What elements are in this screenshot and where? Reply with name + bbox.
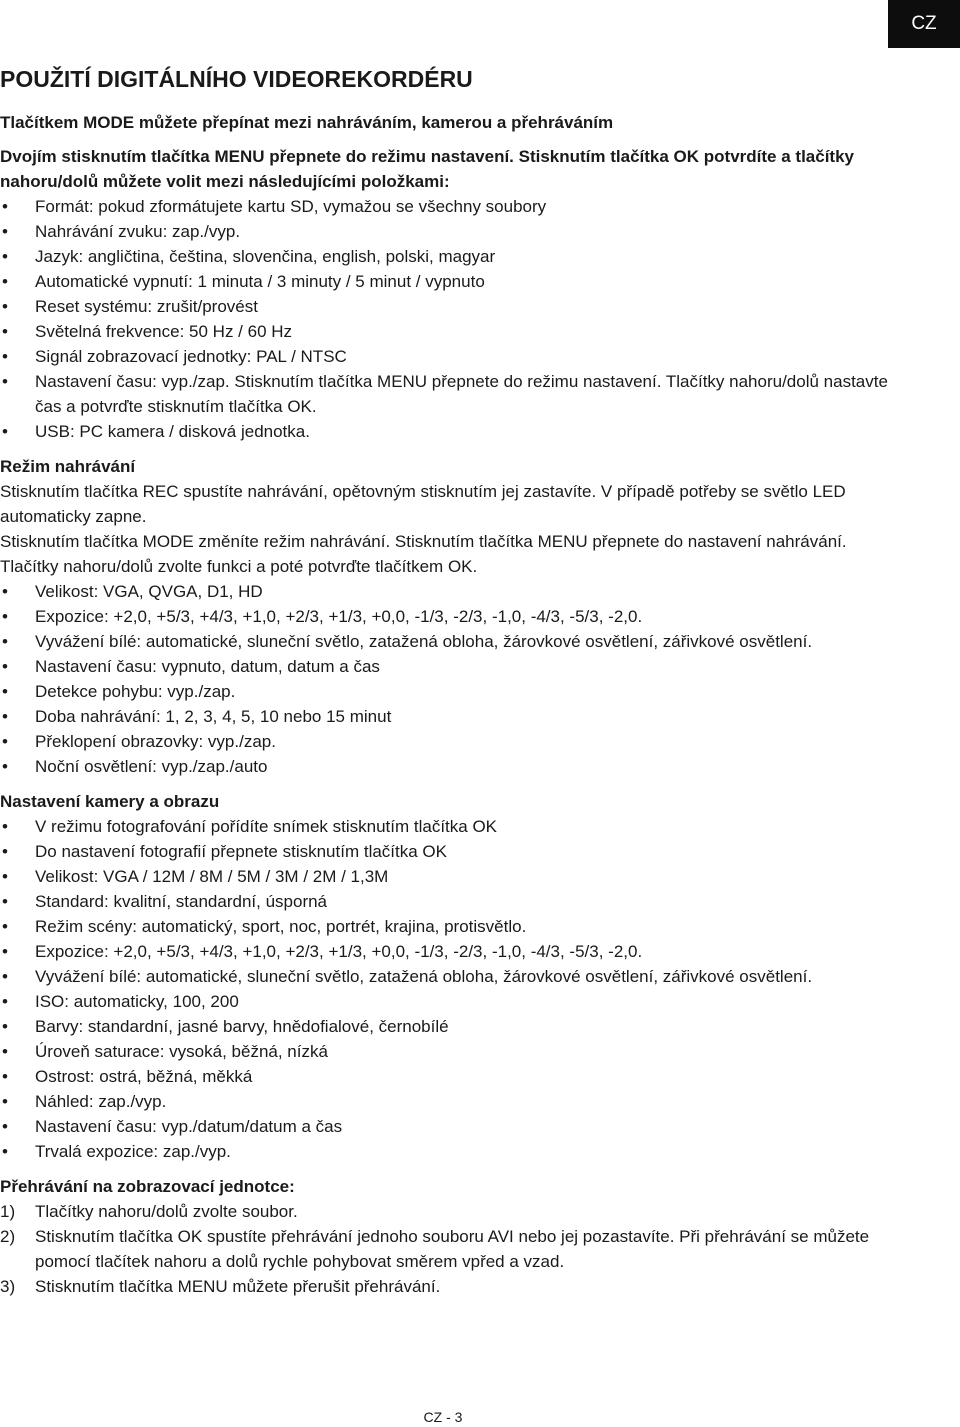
list-item: • Režim scény: automatický, sport, noc, portrét, krajina, protisvětlo. [0, 914, 900, 939]
list-item: • Do nastavení fotografií přepnete stisknutím tlačítka OK [0, 839, 900, 864]
list-item: • USB: PC kamera / disková jednotka. [0, 419, 900, 444]
list-item: • Překlopení obrazovky: vyp./zap. [0, 729, 900, 754]
step-text: Stisknutím tlačítka OK spustíte přehrávání jednoho souboru AVI nebo jej pozastavíte. Při přehrávání se můžete pomocí tlačítek nahoru a dolů rychle pohybovat směrem vpřed a vzad. [35, 1227, 870, 1271]
list-item: • Doba nahrávání: 1, 2, 3, 4, 5, 10 nebo 15 minut [0, 704, 900, 729]
document-body [0, 64, 900, 1299]
recording-paragraph: Stisknutím tlačítka REC spustíte nahrávání, opětovným stisknutím jej zastavíte. V případě potřeby se světlo LED automaticky zapne. [0, 482, 846, 526]
list-item: • Nastavení času: vyp./zap. Stisknutím tlačítka MENU přepnete do režimu nastavení. Tlačítky nahoru/dolů nastavte čas a potvrďte stisknutím tlačítka OK. [0, 369, 900, 419]
list-item: • Velikost: VGA / 12M / 8M / 5M / 3M / 2M / 1,3M [0, 864, 900, 889]
list-item: • Nastavení času: vyp./datum/datum a čas [0, 1114, 900, 1139]
list-item: • Nastavení času: vypnuto, datum, datum a čas [0, 654, 900, 679]
list-item: • V režimu fotografování pořídíte snímek stisknutím tlačítka OK [0, 814, 900, 839]
settings-list [0, 194, 900, 444]
list-item: • Expozice: +2,0, +5/3, +4/3, +1,0, +2/3, +1/3, +0,0, -1/3, -2/3, -1,0, -4/3, -5/3, -2,0. [0, 604, 900, 629]
list-item: • Úroveň saturace: vysoká, běžná, nízká [0, 1039, 900, 1064]
intro-menu: Dvojím stisknutím tlačítka MENU přepnete do režimu nastavení. Stisknutím tlačítka OK potvrdíte a tlačítky nahoru/dolů můžete volit mezi následujícími položkami: [0, 147, 854, 191]
playback-steps [0, 1199, 900, 1299]
list-item: • Reset systému: zrušit/provést [0, 294, 900, 319]
playback-step [0, 1224, 900, 1274]
playback-step [0, 1199, 900, 1224]
recording-list [0, 579, 900, 779]
list-item: • Vyvážení bílé: automatické, sluneční světlo, zatažená obloha, žárovkové osvětlení, zářivkové osvětlení. [0, 964, 900, 989]
step-number: 1) [0, 1202, 16, 1221]
list-item: • Náhled: zap./vyp. [0, 1089, 900, 1114]
camera-list [0, 814, 900, 1164]
playback-step [0, 1274, 900, 1299]
step-number: 2) [0, 1227, 16, 1246]
list-item: • Barvy: standardní, jasné barvy, hnědofialové, černobílé [0, 1014, 900, 1039]
list-item: • Detekce pohybu: vyp./zap. [0, 679, 900, 704]
list-item: • Standard: kvalitní, standardní, úsporná [0, 889, 900, 914]
list-item: • Nahrávání zvuku: zap./vyp. [0, 219, 900, 244]
step-text: Stisknutím tlačítka MENU můžete přerušit přehrávání. [35, 1277, 441, 1296]
playback-heading: Přehrávání na zobrazovací jednotce: [0, 1177, 295, 1196]
camera-heading: Nastavení kamery a obrazu [0, 792, 220, 811]
list-item: • Vyvážení bílé: automatické, sluneční světlo, zatažená obloha, žárovkové osvětlení, zářivkové osvětlení. [0, 629, 900, 654]
list-item: • Velikost: VGA, QVGA, D1, HD [0, 579, 900, 604]
list-item: • Jazyk: angličtina, čeština, slovenčina, english, polski, magyar [0, 244, 900, 269]
language-tab: CZ [888, 0, 960, 48]
recording-heading: Režim nahrávání [0, 457, 136, 476]
list-item: • Trvalá expozice: zap./vyp. [0, 1139, 900, 1164]
recording-paragraph: Stisknutím tlačítka MODE změníte režim nahrávání. Stisknutím tlačítka MENU přepnete do nastavení nahrávání. Tlačítky nahoru/dolů zvolte funkci a poté potvrďte tlačítkem OK. [0, 532, 847, 576]
list-item: • Světelná frekvence: 50 Hz / 60 Hz [0, 319, 900, 344]
intro-mode: Tlačítkem MODE můžete přepínat mezi nahráváním, kamerou a přehráváním [0, 113, 614, 132]
page-title: POUŽITÍ DIGITÁLNÍHO VIDEOREKORDÉRU [0, 66, 473, 92]
page-number: CZ - 3 [423, 1409, 463, 1425]
list-item: • Ostrost: ostrá, běžná, měkká [0, 1064, 900, 1089]
step-text: Tlačítky nahoru/dolů zvolte soubor. [35, 1202, 298, 1221]
list-item: • Automatické vypnutí: 1 minuta / 3 minuty / 5 minut / vypnuto [0, 269, 900, 294]
list-item: • ISO: automaticky, 100, 200 [0, 989, 900, 1014]
list-item: • Expozice: +2,0, +5/3, +4/3, +1,0, +2/3, +1/3, +0,0, -1/3, -2/3, -1,0, -4/3, -5/3, -2,0. [0, 939, 900, 964]
list-item: • Formát: pokud zformátujete kartu SD, vymažou se všechny soubory [0, 194, 900, 219]
step-number: 3) [0, 1277, 16, 1296]
list-item: • Noční osvětlení: vyp./zap./auto [0, 754, 900, 779]
list-item: • Signál zobrazovací jednotky: PAL / NTSC [0, 344, 900, 369]
